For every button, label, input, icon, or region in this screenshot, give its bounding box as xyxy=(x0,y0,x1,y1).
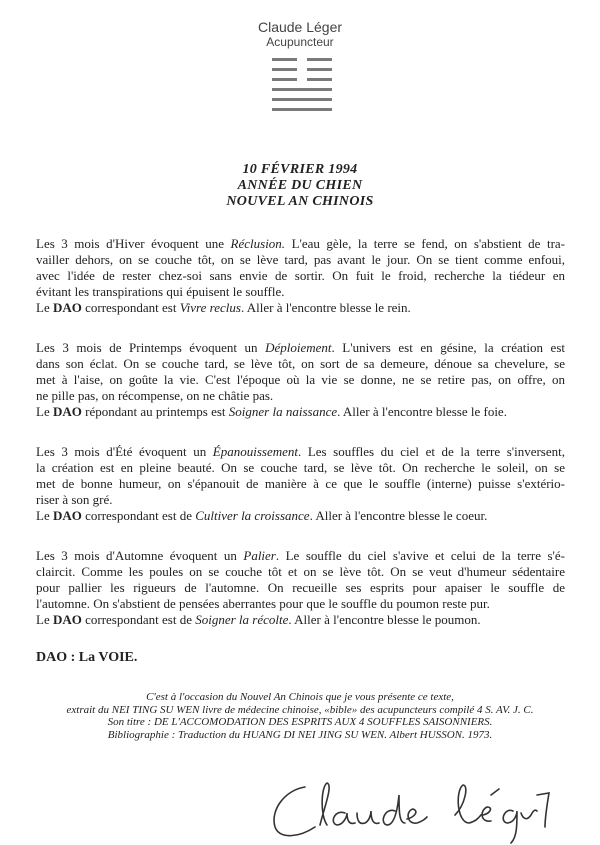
text-line xyxy=(36,356,565,372)
italic-text: Soigner la naissance xyxy=(228,404,338,419)
text-segment: . L'univers est en gésine, la création est xyxy=(331,340,565,355)
text-line xyxy=(36,340,565,356)
italic-text: Soigner la récolte xyxy=(195,612,289,627)
text-line xyxy=(36,444,565,460)
text-line xyxy=(36,252,565,268)
text-segment: . Aller à l'encontre blesse le coeur. xyxy=(309,508,488,523)
text-segment: Le xyxy=(36,508,53,523)
footer-line: Son titre : DE L'ACCOMODATION DES ESPRITS AUX 4 SOUFFLES SAISONNIERS. xyxy=(107,716,493,728)
italic-text: Réclusion. xyxy=(230,236,286,251)
italic-text: Déploiement xyxy=(265,340,332,355)
text-segment: Le xyxy=(36,404,53,419)
italic-text: Vivre reclus xyxy=(179,300,241,315)
text-line xyxy=(36,564,565,580)
text-segment: correspondant est de xyxy=(81,612,196,627)
text-segment: met à l'aise, on goûte la vie. C'est l'époque où la vie se donne, ne se retire pas, on offre, on xyxy=(36,372,565,387)
title-date: 10 FÉVRIER 1994 xyxy=(242,162,358,177)
conclusion: DAO : La VOIE. xyxy=(36,650,138,665)
footer-note xyxy=(0,691,600,741)
paragraph-ete xyxy=(36,444,565,524)
text-segment: l'automne. On s'abstient de pensées aberrantes pour que le souffle du poumon reste pur. xyxy=(36,596,490,611)
author-profession: Acupuncteur xyxy=(266,35,334,49)
footer-line: C'est à l'occasion du Nouvel An Chinois que je vous présente ce texte, xyxy=(146,691,454,703)
title-year: ANNÉE DU CHIEN xyxy=(237,178,363,193)
text-segment: ne pille pas, on récompense, on ne châtie pas. xyxy=(36,388,274,403)
text-segment: pour pallier les rigueurs de l'automne. On recueille ses esprits pour apaiser le souffle de xyxy=(36,580,565,595)
hexagram-icon xyxy=(272,58,332,118)
text-segment: la création est en pleine beauté. On se couche tard, se lève tôt. On recherche le soleil, on se xyxy=(36,460,565,475)
text-segment: répondant au printemps est xyxy=(81,404,229,419)
text-segment: Les 3 mois d'Été évoquent un xyxy=(36,444,213,459)
text-line xyxy=(36,580,565,596)
text-line xyxy=(36,508,565,524)
text-line xyxy=(36,596,565,612)
text-line xyxy=(36,404,565,420)
text-segment: vailler dehors, on se couche tôt, on se lève tard, pas avant le jour. On se tient comme enfoui, xyxy=(36,252,565,267)
text-segment: . Le souffle du ciel s'avive et celui de la terre s'é- xyxy=(275,548,565,563)
text-line xyxy=(36,476,565,492)
footer-line: Bibliographie : Traduction du HUANG DI NEI JING SU WEN. Albert HUSSON. 1973. xyxy=(107,728,493,741)
paragraph-printemps xyxy=(36,340,565,420)
text-segment: correspondant est xyxy=(81,300,180,315)
text-line xyxy=(36,372,565,388)
text-segment: Les 3 mois d'Automne évoquent un xyxy=(36,548,244,563)
text-segment: évitant les transpirations qui épuisent le souffle. xyxy=(36,284,285,299)
italic-text: Palier xyxy=(243,548,276,563)
text-line xyxy=(36,548,565,564)
text-segment: claircit. Comme les poules on se couche tôt et on se lève tôt. On se veut d'humeur sédentaire xyxy=(36,564,565,579)
text-segment: Les 3 mois de Printemps évoquent un xyxy=(36,340,266,355)
text-segment: avec l'idée de rester chez-soi sans envie de sortir. On fuit le froid, recherche la tiédeur en xyxy=(36,268,565,283)
text-segment: . Les souffles du ciel et de la terre s'inversent, xyxy=(298,444,565,459)
paragraph-hiver xyxy=(36,236,565,316)
text-segment: met de bonne humeur, on s'épanouit de manière à ce que le souffle (interne) puisse s'extério- xyxy=(36,476,565,491)
signature xyxy=(265,765,555,845)
text-line xyxy=(36,236,565,252)
title-event: NOUVEL AN CHINOIS xyxy=(226,194,374,209)
author-name: Claude Léger xyxy=(257,19,343,35)
text-segment: . Aller à l'encontre blesse le poumon. xyxy=(288,612,481,627)
italic-text: Cultiver la croissance xyxy=(195,508,310,523)
text-segment: Le xyxy=(36,612,53,627)
text-segment: . Aller à l'encontre blesse le rein. xyxy=(240,300,411,315)
text-segment: Les 3 mois d'Hiver évoquent une xyxy=(36,236,231,251)
paragraph-automne xyxy=(36,548,565,628)
text-segment: riser à son gré. xyxy=(36,492,113,507)
text-line xyxy=(36,284,565,300)
text-line xyxy=(36,612,565,628)
text-line xyxy=(36,300,565,316)
text-segment: . Aller à l'encontre blesse le foie. xyxy=(337,404,507,419)
bold-text: DAO xyxy=(52,300,82,315)
italic-text: Épanouissement xyxy=(212,444,299,459)
footer-line: extrait du NEI TING SU WEN livre de médecine chinoise, «bible» des acupuncteurs compilé 4 S. AV. J. C. xyxy=(66,703,534,716)
text-segment: L'eau gèle, la terre se fend, on s'abstient de tra- xyxy=(285,236,565,251)
text-line xyxy=(36,492,565,508)
text-segment: Le xyxy=(36,300,53,315)
bold-text: DAO xyxy=(52,404,82,419)
bold-text: DAO xyxy=(52,612,82,627)
text-segment: correspondant est de xyxy=(81,508,196,523)
text-line xyxy=(36,388,565,404)
bold-text: DAO xyxy=(52,508,82,523)
text-line xyxy=(36,268,565,284)
text-line xyxy=(36,460,565,476)
text-segment: dans son éclat. On se couche tard, se lève tôt, on sort de sa demeure, dénoue sa chevelure, se xyxy=(36,356,565,371)
